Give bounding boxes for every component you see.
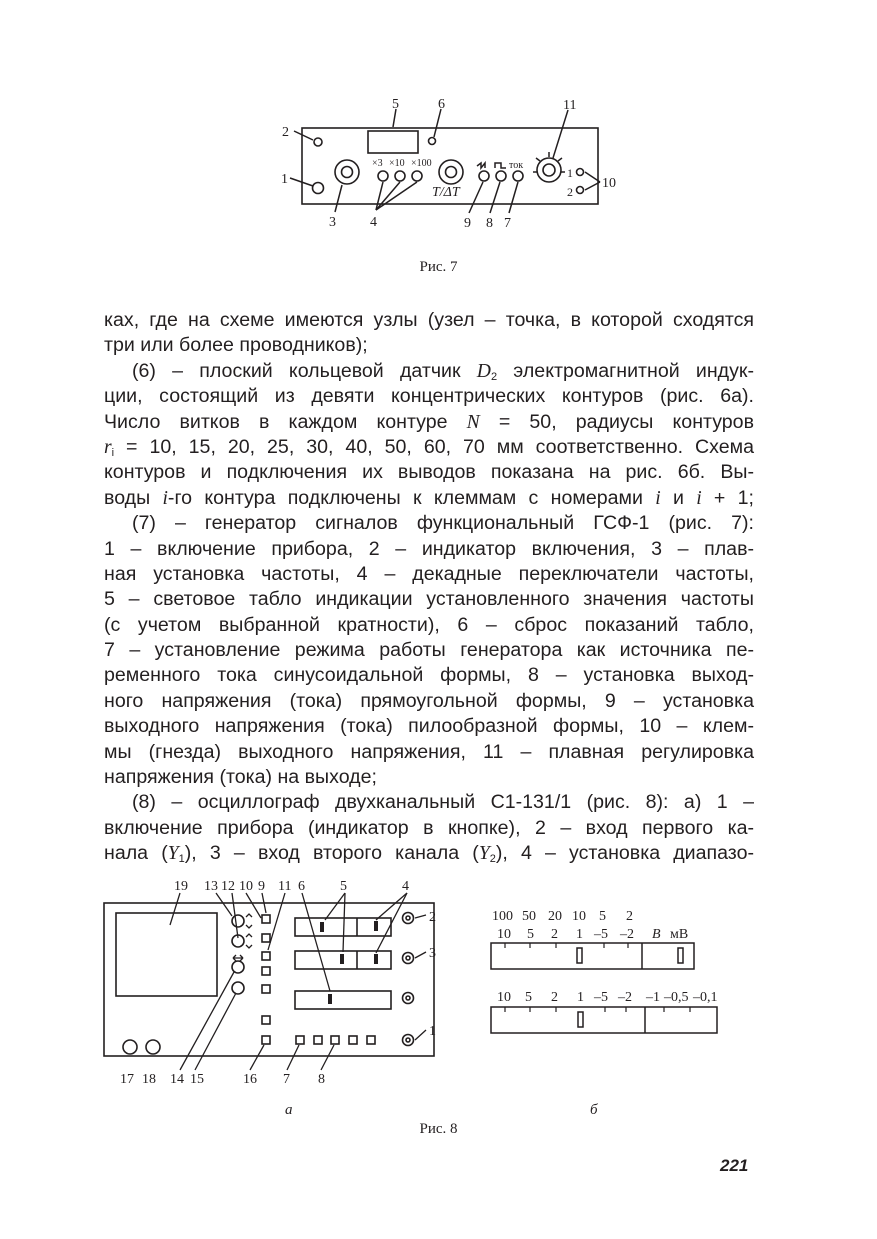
fig8-label-6: 6 (298, 879, 305, 894)
fig8-label-13: 13 (204, 879, 218, 894)
button-8b (349, 1036, 357, 1044)
scale-bottom-7: –0,5 (664, 990, 689, 1005)
scale-top-r1-1: 50 (522, 909, 536, 924)
knob-15 (232, 982, 244, 994)
fig7-label-out2: 2 (567, 185, 573, 199)
text-line: ременного тока синусоидальной формы, 8 – установка выход- (104, 664, 754, 687)
fig7-label-1: 1 (281, 172, 288, 187)
fig8-label-2: 2 (429, 910, 436, 925)
fig8-label-4: 4 (402, 879, 409, 894)
switch-12b (262, 985, 270, 993)
text-line: 1 – включение прибора, 2 – индикатор включения, 3 – плав- (104, 537, 754, 560)
fig7-label-x100: ×100 (411, 158, 432, 169)
switch-10 (262, 934, 270, 942)
oscilloscope-front-panel (104, 903, 434, 1056)
text-line: напряжения (тока) на выходе; (104, 766, 377, 789)
fig8-label-17: 17 (120, 1072, 134, 1087)
switch-12 (262, 967, 270, 975)
fig8-label-11: 11 (278, 879, 292, 894)
scale-top-r1-3: 10 (572, 909, 586, 924)
page-number: 221 (720, 1156, 749, 1175)
knob-18 (146, 1040, 160, 1054)
fig8-label-19: 19 (174, 879, 188, 894)
fig8-label-1: 1 (429, 1024, 436, 1039)
button-8c (367, 1036, 375, 1044)
scale-bottom-5: –2 (618, 990, 632, 1005)
fig7-label-2: 2 (282, 125, 289, 140)
text-line: (7) – генератор сигналов функциональный ГСФ-1 (рис. 7): (132, 512, 754, 535)
text-line: включение прибора (индикатор в кнопке), 2 – вход первого ка- (104, 816, 754, 839)
scale-bottom-1: 5 (525, 990, 532, 1005)
scale-top-unit-mv: мВ (670, 927, 689, 942)
fig8-label-7: 7 (283, 1072, 290, 1087)
input-ch1-inner (406, 916, 410, 920)
scale-top-r2-2: 2 (551, 927, 558, 942)
fig8-label-12: 12 (221, 879, 235, 894)
fig7-label-4: 4 (370, 215, 377, 230)
button-7a (296, 1036, 304, 1044)
text-line: 5 – световое табло индикации установленного значения частоты (104, 588, 754, 611)
timebase-bar (295, 991, 391, 1009)
scale-bottom-0: 10 (497, 990, 511, 1005)
fig8-label-3: 3 (429, 946, 436, 961)
text-line: выходного напряжения (тока) пилообразной формы, 10 – клем- (104, 715, 754, 738)
scale-bar-bottom (491, 1007, 717, 1033)
scale-top-r1-5: 2 (626, 909, 633, 924)
oscilloscope-screen (116, 913, 217, 996)
text-line: ного напряжения (тока) прямоугольной формы, 9 – установка (104, 689, 754, 712)
button-7b (314, 1036, 322, 1044)
input-ch1-outer (403, 913, 414, 924)
knob-13 (232, 915, 244, 927)
text-line: Число витков в каждом контуре N = 50, радиусы контуров (104, 410, 754, 433)
scale-top-r2-0: 10 (497, 927, 511, 942)
scale-top-r1-4: 5 (599, 909, 606, 924)
fig7-label-5: 5 (392, 97, 399, 112)
scale-bottom-4: –5 (594, 990, 608, 1005)
scale-top-unit-v: В (652, 927, 661, 942)
fig7-label-out1: 1 (567, 166, 573, 180)
switch-16a (262, 1016, 270, 1024)
text-line: ная установка частоты, 4 – декадные переключатели частоты, (104, 562, 754, 585)
knob-17 (123, 1040, 137, 1054)
scale-bottom-8: –0,1 (693, 990, 718, 1005)
scale-top-r1-2: 20 (548, 909, 562, 924)
power-button-outer (403, 1035, 414, 1046)
fig7-label-6: 6 (438, 97, 445, 112)
fig7-label-tok: ток (509, 160, 524, 171)
text-line: $r_i = 10$, 15, 20, 25, 30, 40, 50, 60, 70 мм соответственно. Схема (104, 435, 754, 459)
scale-top-r2-4: –5 (594, 927, 608, 942)
fig8-label-10: 10 (239, 879, 253, 894)
text-line: нала $(Y_1)$, 3 – вход второго канала $(Y_2)$, 4 – установка диапазо- (104, 842, 754, 866)
scale-top-r1-0: 100 (492, 909, 513, 924)
ground-jack-outer (403, 993, 414, 1004)
figure-8-sublabel-a: а (285, 1102, 293, 1118)
fig8-label-9: 9 (258, 879, 265, 894)
scale-bottom-6: –1 (646, 990, 660, 1005)
fig8-label-14: 14 (170, 1072, 184, 1087)
text-line: (с учетом выбранной кратности), 6 – сброс показаний табло, (104, 613, 754, 636)
text-line: мы (гнезда) выходного напряжения, 11 – плавная регулировка (104, 740, 754, 763)
text-line: 7 – установление режима работы генератора как источника пе- (104, 639, 754, 662)
scale-bar-top (491, 943, 694, 969)
ground-jack-inner (406, 996, 410, 1000)
scale-bottom-2: 2 (551, 990, 558, 1005)
fig8-label-8: 8 (318, 1072, 325, 1087)
fig8-label-5: 5 (340, 879, 347, 894)
text-line: три или более проводников); (104, 334, 368, 357)
fig8-label-15: 15 (190, 1072, 204, 1087)
scale-top-r2-3: 1 (576, 927, 583, 942)
fig7-label-11: 11 (563, 98, 577, 113)
input-ch2-outer (403, 953, 414, 964)
fig7-label-9: 9 (464, 216, 471, 231)
fig7-label-8: 8 (486, 216, 493, 231)
fig7-label-x3: ×3 (372, 158, 383, 169)
fig7-label-x10: ×10 (389, 158, 405, 169)
switch-9 (262, 915, 270, 923)
switch-16 (262, 1036, 270, 1044)
fig7-label-7: 7 (504, 216, 511, 231)
input-ch2-inner (406, 956, 410, 960)
button-8a (331, 1036, 339, 1044)
fig8-label-18: 18 (142, 1072, 156, 1087)
fig8-label-16: 16 (243, 1072, 257, 1087)
scale-top-r2-1: 5 (527, 927, 534, 942)
scale-bottom-3: 1 (577, 990, 584, 1005)
scale-top-r2-5: –2 (620, 927, 634, 942)
figure-8-caption: Рис. 8 (419, 1121, 458, 1137)
fig7-label-3: 3 (329, 215, 336, 230)
text-line: воды i-го контура подключены к клеммам с номерами i и i + 1; (104, 486, 754, 509)
fig7-label-t-dt: T/ΔT (432, 185, 460, 200)
text-line: контуров и подключения их выводов показана на рис. 6б. Вы- (104, 461, 754, 484)
figure-8-sublabel-b: б (590, 1102, 598, 1118)
fig7-label-10: 10 (602, 176, 616, 191)
text-line: (6) – плоский кольцевой датчик $D_2$ электромагнитной индук- (132, 359, 754, 383)
power-button-inner (406, 1038, 410, 1042)
figure-7-caption: Рис. 7 (419, 259, 458, 275)
knob-14 (232, 961, 244, 973)
text-line: ках, где на схеме имеются узлы (узел – точка, в которой сходятся (104, 309, 754, 331)
text-line: (8) – осциллограф двухканальный С1-131/1 (рис. 8): а) 1 – (132, 791, 754, 814)
switch-11 (262, 952, 270, 960)
text-line: ции, состоящий из девяти концентрических контуров (рис. 6а). (104, 385, 754, 408)
